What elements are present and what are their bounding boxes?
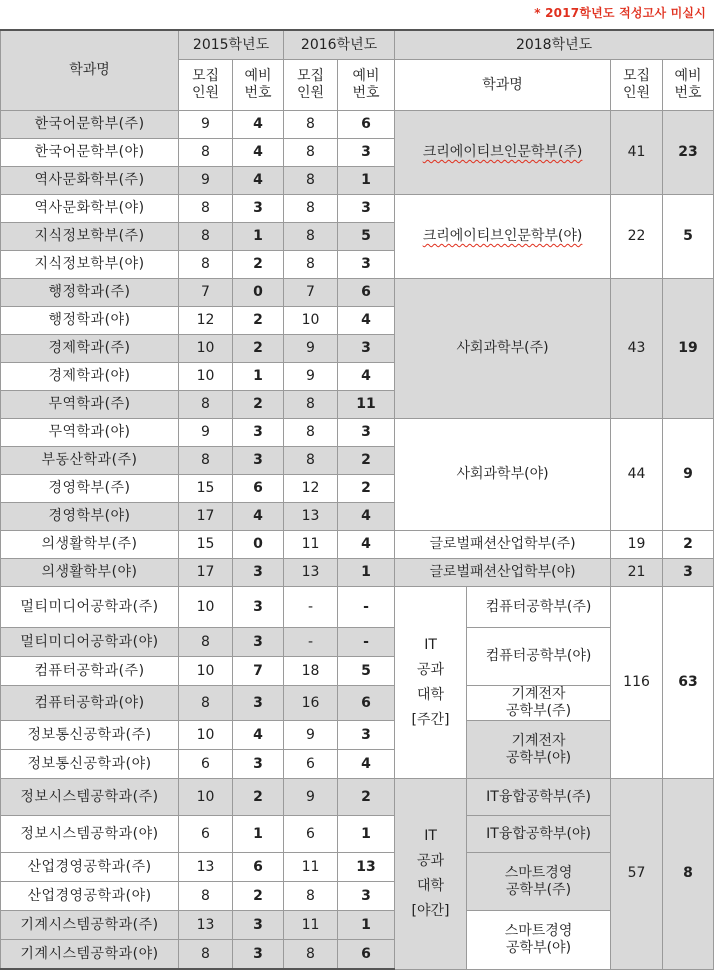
recruit-2018: 19 [611, 531, 663, 559]
recruit-2015: 7 [179, 279, 233, 307]
header-dept-2018: 학과명 [395, 60, 611, 111]
recruit-2016: 13 [284, 559, 338, 587]
reserve-2015: 7 [233, 657, 284, 686]
recruit-2015: 8 [179, 628, 233, 657]
dept-2018-name: 사회과학부(주) [395, 279, 611, 419]
recruit-2015: 8 [179, 139, 233, 167]
recruit-2015: 8 [179, 882, 233, 911]
recruit-2018: 116 [611, 587, 663, 779]
recruit-2016: 9 [284, 721, 338, 750]
dept-name: 무역학과(주) [1, 391, 179, 419]
reserve-2018: 9 [663, 419, 714, 531]
reserve-2015: 0 [233, 531, 284, 559]
recruit-2015: 8 [179, 195, 233, 223]
recruit-2015: 13 [179, 853, 233, 882]
recruit-2015: 8 [179, 447, 233, 475]
recruit-2016: 6 [284, 816, 338, 853]
reserve-2015: 2 [233, 779, 284, 816]
recruit-2015: 9 [179, 111, 233, 139]
reserve-2016: 5 [338, 657, 395, 686]
recruit-2016: 8 [284, 167, 338, 195]
recruit-2016: 8 [284, 139, 338, 167]
reserve-2016: 3 [338, 335, 395, 363]
dept-name: 한국어문학부(야) [1, 139, 179, 167]
dept-name: 의생활학부(주) [1, 531, 179, 559]
reserve-2015: 4 [233, 721, 284, 750]
recruit-2016: 11 [284, 531, 338, 559]
header-dept: 학과명 [1, 30, 179, 111]
recruit-2016: 8 [284, 447, 338, 475]
dept-name: 정보시스템공학과(야) [1, 816, 179, 853]
recruit-2015: 10 [179, 587, 233, 628]
dept-name: 부동산학과(주) [1, 447, 179, 475]
dept-name: 행정학과(주) [1, 279, 179, 307]
reserve-2016: 2 [338, 779, 395, 816]
dept-name: 컴퓨터공학과(야) [1, 686, 179, 721]
recruit-2015: 10 [179, 721, 233, 750]
dept-name: 경영학부(야) [1, 503, 179, 531]
dept-name: 역사문화학부(야) [1, 195, 179, 223]
dept-name: 정보통신공학과(야) [1, 750, 179, 779]
reserve-2018: 3 [663, 559, 714, 587]
reserve-2018: 2 [663, 531, 714, 559]
recruit-2015: 10 [179, 363, 233, 391]
recruit-2015: 10 [179, 779, 233, 816]
reserve-2016: 4 [338, 363, 395, 391]
dept-name: 산업경영공학과(야) [1, 882, 179, 911]
reserve-2016: 1 [338, 816, 395, 853]
recruit-2015: 17 [179, 503, 233, 531]
recruit-2018: 21 [611, 559, 663, 587]
recruit-2016: 8 [284, 419, 338, 447]
reserve-2015: 3 [233, 940, 284, 970]
reserve-2015: 2 [233, 307, 284, 335]
dept-name: 기계시스템공학과(주) [1, 911, 179, 940]
reserve-2016: 4 [338, 503, 395, 531]
reserve-2015: 6 [233, 853, 284, 882]
recruit-2016: 8 [284, 251, 338, 279]
reserve-2015: 2 [233, 251, 284, 279]
recruit-2018: 44 [611, 419, 663, 531]
recruit-2015: 10 [179, 335, 233, 363]
reserve-number-table [0, 29, 714, 970]
recruit-2018: 57 [611, 779, 663, 970]
reserve-2016: 4 [338, 307, 395, 335]
recruit-2016: - [284, 628, 338, 657]
reserve-2016: 3 [338, 882, 395, 911]
dept-2018-name: 스마트경영 공학부(야) [467, 911, 611, 970]
recruit-2015: 15 [179, 475, 233, 503]
reserve-2015: 1 [233, 223, 284, 251]
recruit-2018: 43 [611, 279, 663, 419]
dept-name: 지식정보학부(주) [1, 223, 179, 251]
dept-2018-name: 글로벌패션산업학부(야) [395, 559, 611, 587]
reserve-2018: 63 [663, 587, 714, 779]
header-recruit-2015: 모집 인원 [179, 60, 233, 111]
reserve-2016: 13 [338, 853, 395, 882]
recruit-2016: 8 [284, 111, 338, 139]
reserve-2016: 4 [338, 531, 395, 559]
reserve-2015: 4 [233, 111, 284, 139]
dept-name: 정보통신공학과(주) [1, 721, 179, 750]
dept-name: 역사문화학부(주) [1, 167, 179, 195]
dept-2018-name: IT융합공학부(야) [467, 816, 611, 853]
header-recruit-2018: 모집 인원 [611, 60, 663, 111]
recruit-2016: 8 [284, 940, 338, 970]
reserve-2016: 3 [338, 139, 395, 167]
reserve-2018: 8 [663, 779, 714, 970]
recruit-2015: 8 [179, 686, 233, 721]
reserve-2015: 3 [233, 195, 284, 223]
reserve-2016: 3 [338, 195, 395, 223]
recruit-2016: 11 [284, 853, 338, 882]
reserve-2015: 3 [233, 447, 284, 475]
recruit-2016: 8 [284, 223, 338, 251]
dept-name: 컴퓨터공학과(주) [1, 657, 179, 686]
header-2016: 2016학년도 [284, 30, 395, 60]
dept-2018-name: 글로벌패션산업학부(주) [395, 531, 611, 559]
reserve-2016: 6 [338, 279, 395, 307]
dept-name: 의생활학부(야) [1, 559, 179, 587]
dept-name: 산업경영공학과(주) [1, 853, 179, 882]
header-recruit-2016: 모집 인원 [284, 60, 338, 111]
recruit-2016: - [284, 587, 338, 628]
dept-2018-name: 기계전자 공학부(주) [467, 686, 611, 721]
reserve-2016: 2 [338, 447, 395, 475]
reserve-2015: 3 [233, 911, 284, 940]
reserve-2016: 3 [338, 251, 395, 279]
recruit-2016: 18 [284, 657, 338, 686]
reserve-2016: 11 [338, 391, 395, 419]
reserve-2016: 4 [338, 750, 395, 779]
dept-2018-name: IT융합공학부(주) [467, 779, 611, 816]
recruit-2015: 9 [179, 419, 233, 447]
header-2015: 2015학년도 [179, 30, 284, 60]
reserve-2015: 6 [233, 475, 284, 503]
reserve-2018: 19 [663, 279, 714, 419]
footnote: * 2017학년도 적성고사 미실시 [534, 6, 706, 20]
dept-2018-name: 컴퓨터공학부(주) [467, 587, 611, 628]
dept-2018-label: 크리에이티브인문학부(야) [422, 228, 583, 244]
recruit-2015: 8 [179, 940, 233, 970]
recruit-2016: 13 [284, 503, 338, 531]
reserve-2016: 1 [338, 559, 395, 587]
reserve-2015: 4 [233, 503, 284, 531]
reserve-2015: 2 [233, 882, 284, 911]
header-reserve-2016: 예비 번호 [338, 60, 395, 111]
header-reserve-2018: 예비 번호 [663, 60, 714, 111]
dept-2018-name [395, 195, 611, 279]
recruit-2015: 8 [179, 251, 233, 279]
dept-name: 경제학과(주) [1, 335, 179, 363]
reserve-2016: 1 [338, 167, 395, 195]
reserve-2015: 1 [233, 816, 284, 853]
dept-2018-label: 크리에이티브인문학부(주) [422, 144, 583, 160]
reserve-2016: 2 [338, 475, 395, 503]
header-reserve-2015: 예비 번호 [233, 60, 284, 111]
reserve-2016: 5 [338, 223, 395, 251]
reserve-2016: 6 [338, 940, 395, 970]
reserve-2015: 3 [233, 628, 284, 657]
college-it-day: IT 공과 대학 [주간] [395, 587, 467, 779]
recruit-2016: 8 [284, 195, 338, 223]
recruit-2016: 8 [284, 882, 338, 911]
recruit-2016: 16 [284, 686, 338, 721]
recruit-2015: 6 [179, 816, 233, 853]
dept-name: 멀티미디어공학과(주) [1, 587, 179, 628]
recruit-2015: 13 [179, 911, 233, 940]
recruit-2015: 17 [179, 559, 233, 587]
dept-name: 경영학부(주) [1, 475, 179, 503]
recruit-2015: 6 [179, 750, 233, 779]
dept-name: 무역학과(야) [1, 419, 179, 447]
reserve-2016: 6 [338, 686, 395, 721]
recruit-2015: 12 [179, 307, 233, 335]
reserve-2015: 3 [233, 559, 284, 587]
header-2018: 2018학년도 [395, 30, 714, 60]
reserve-2016: - [338, 587, 395, 628]
reserve-2015: 3 [233, 419, 284, 447]
reserve-2016: 3 [338, 721, 395, 750]
reserve-2015: 4 [233, 139, 284, 167]
dept-name: 행정학과(야) [1, 307, 179, 335]
recruit-2016: 7 [284, 279, 338, 307]
dept-name: 기계시스템공학과(야) [1, 940, 179, 970]
dept-2018-name: 사회과학부(야) [395, 419, 611, 531]
reserve-2016: 1 [338, 911, 395, 940]
reserve-2015: 3 [233, 686, 284, 721]
recruit-2016: 9 [284, 363, 338, 391]
recruit-2016: 11 [284, 911, 338, 940]
reserve-2016: 3 [338, 419, 395, 447]
recruit-2015: 8 [179, 391, 233, 419]
recruit-2018: 41 [611, 111, 663, 195]
recruit-2015: 15 [179, 531, 233, 559]
recruit-2015: 8 [179, 223, 233, 251]
dept-name: 멀티미디어공학과(야) [1, 628, 179, 657]
recruit-2016: 9 [284, 779, 338, 816]
recruit-2016: 10 [284, 307, 338, 335]
dept-2018-name [395, 111, 611, 195]
college-it-night: IT 공과 대학 [야간] [395, 779, 467, 970]
recruit-2016: 12 [284, 475, 338, 503]
reserve-2015: 3 [233, 750, 284, 779]
recruit-2015: 10 [179, 657, 233, 686]
reserve-2015: 0 [233, 279, 284, 307]
dept-2018-name: 스마트경영 공학부(주) [467, 853, 611, 911]
reserve-2016: - [338, 628, 395, 657]
reserve-2018: 23 [663, 111, 714, 195]
recruit-2016: 9 [284, 335, 338, 363]
recruit-2016: 8 [284, 391, 338, 419]
dept-name: 한국어문학부(주) [1, 111, 179, 139]
dept-name: 경제학과(야) [1, 363, 179, 391]
reserve-2015: 3 [233, 587, 284, 628]
recruit-2015: 9 [179, 167, 233, 195]
dept-2018-name: 기계전자 공학부(야) [467, 721, 611, 779]
reserve-2015: 2 [233, 335, 284, 363]
reserve-2015: 4 [233, 167, 284, 195]
dept-name: 정보시스템공학과(주) [1, 779, 179, 816]
recruit-2016: 6 [284, 750, 338, 779]
dept-2018-name: 컴퓨터공학부(야) [467, 628, 611, 686]
reserve-2015: 1 [233, 363, 284, 391]
reserve-2018: 5 [663, 195, 714, 279]
recruit-2018: 22 [611, 195, 663, 279]
reserve-2015: 2 [233, 391, 284, 419]
reserve-2016: 6 [338, 111, 395, 139]
dept-name: 지식정보학부(야) [1, 251, 179, 279]
